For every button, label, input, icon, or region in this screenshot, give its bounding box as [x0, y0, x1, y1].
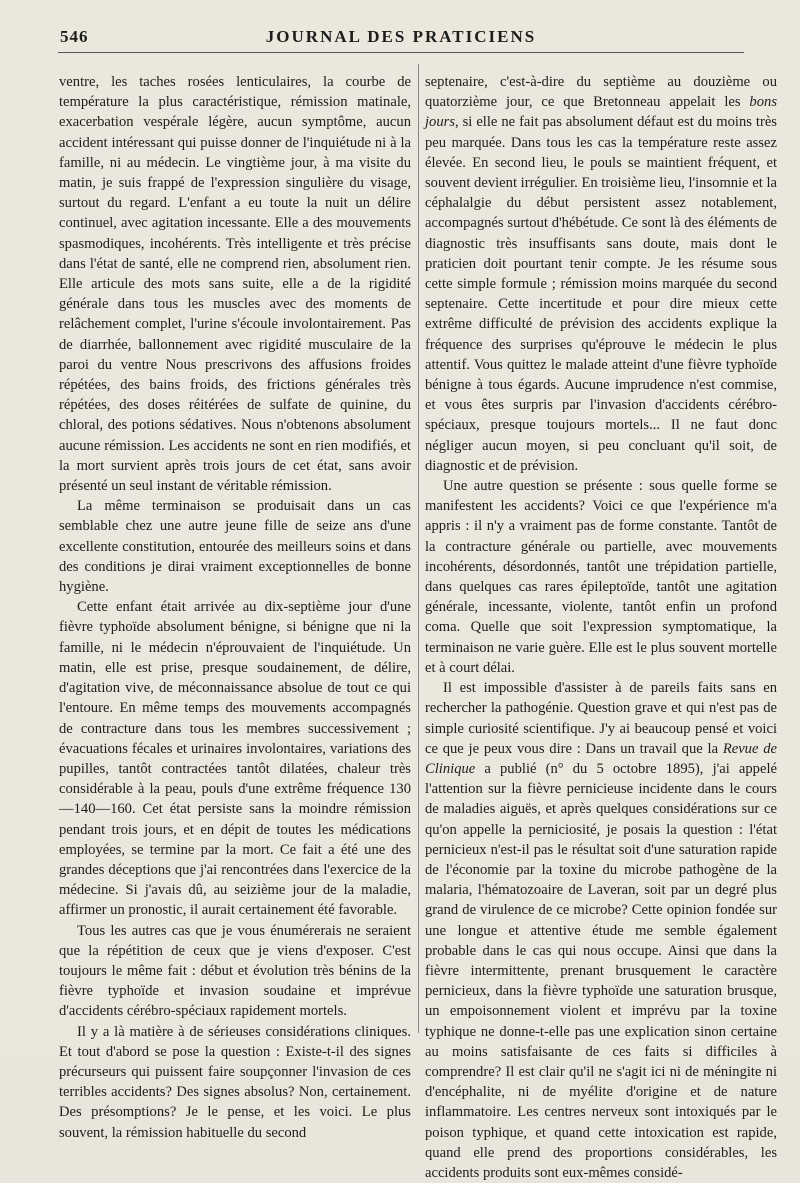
header-rule — [58, 52, 744, 53]
journal-title: JOURNAL DES PRATICIENS — [265, 27, 537, 46]
paragraph — [425, 678, 777, 1183]
text-run: Une autre question se présente : sous quelle forme se manifestent les accidents? Voici ce que l'expérience m'a appris : il n'y a vraiment pas de forme constante. Tantôt de la contracture générale ou partielle, avec mouvements incohérents, désordonnés, tantôt une trépidation partielle, dans quelques cas rares épileptoïde, tantôt une agitation générale, incessante, violente, tantôt enfin un profond coma. Quelle que soit l'expression symptomatique, la terminaison ne varie guère. Elle est le plus souvent mortelle et à court délai. — [425, 478, 777, 676]
paragraph: Cette enfant était arrivée au dix-septième jour d'une fièvre typhoïde absolument bénigne, si bénigne que ni la famille, ni le médecin n'éprouvaient de l'inquiétude. Un matin, elle est prise, presque soudainement, de délire, d'agitation vive, de méconnaissance absolue de tout ce qui l'entoure. En même temps des mouvements accompagnés de contracture dans tous les membres successivement ; évacuations fécales et urinaires involontaires, variations des pupilles, tantôt contractées tantôt dilatées, chaleur très considérable à la peau, pouls d'une extrême fréquence 130—140—160. Cet état persiste sans la moindre rémission pendant trois jours, et en dépit de toutes les médications employées, se termine par la mort. Ce fait a été une des grandes déceptions que j'ai rencontrées dans l'exercice de la médecine. Si j'avais dû, au seizième jour de la maladie, affirmer un pronostic, il aurait certainement été favorable. — [59, 599, 411, 919]
left-column — [59, 72, 411, 1143]
paragraph: Il y a là matière à de sérieuses considérations cliniques. Et tout d'abord se pose la question : Existe-t-il des signes précurseurs qui puissent faire soupçonner l'invasion de ces terribles accidents? Des signes absolus? Non, certainement. Des présomptions? Je le pense, et les voici. Le plus souvent, la rémission habituelle du second — [59, 1023, 411, 1141]
column-divider — [418, 64, 419, 1033]
paragraph — [425, 72, 777, 476]
page-header — [60, 26, 742, 48]
paragraph — [425, 476, 777, 678]
paragraph: Tous les autres cas que je vous énumérerais ne seraient que la répétition de ceux que je viens d'exposer. C'est toujours le même fait : début et évolution très bénins de la fièvre typhoïde et invasion soudaine et imprévue d'accidents cérébro-spéciaux rapidement mortels. — [59, 922, 411, 1020]
text-run: , si elle ne fait pas absolument défaut est du moins très peu marquée. Dans tous les cas la température reste assez élevée. En second lieu, le pouls se maintient fréquent, et souvent devient irrégulier. En troisième lieu, l'insomnie et la céphalalgie du début persistent assez notablement, accompagnés surtout d'hébétude. Ce sont là des éléments de diagnostic très insuffisants sans doute, mais dont le praticien doit pourtant tenir compte. Je les résume sous cette simple formule ; rémission moins marquée du second septenaire. Cette incertitude et pour dire mieux cette extrême difficulté de prévision des accidents explique la fréquence des surprises qu'éprouve le médecin le plus attentif. Vous quittez le malade atteint d'une fièvre typhoïde bénigne à tous égards. Aucune imprudence n'est commise, et vous êtes surpris par l'invasion d'accidents cérébro-spéciaux, presque toujours mortels... Il ne faut donc négliger aucun moyen, si peu concluant qu'il soit, de diagnostic et de prévision. — [425, 114, 777, 474]
paragraph: La même terminaison se produisait dans un cas semblable chez une autre jeune fille de seize ans d'une excellente constitution, entourée des meilleurs soins et dans des conditions je dirai vraiment exceptionnelles de bonne hygiène. — [59, 498, 411, 596]
text-run: septenaire, c'est-à-dire du septième au douzième ou quatorzième jour, ce que Bretonneau appelait les — [425, 74, 777, 111]
text-run: a publié (n° du 5 octobre 1895), j'ai appelé l'attention sur la fièvre pernicieuse incidente dans le cours de maladies aiguës, et après quelques considérations sur ce qu'on appelle la perniciosité, je posais la question : l'état pernicieux n'est-il pas le résultat soit d'une saturation rapide de l'économie par la toxine du microbe pathogène de la malaria, l'hématozoaire de Laveran, soit par un degré plus grand de virulence de ce microbe? Cette opinion fondée sur une longue et attentive étude me semble également probable dans le cas qui nous occupe. Ainsi que dans la fièvre intermittente, prenant brusquement le caractère pernicieux, dans la fièvre typhoïde une saturation brusque, un empoisonnement violent et imprévu par la toxine typhique ne donne-t-elle pas une explication sinon certaine au moins satisfaisante de ces faits si difficiles à comprendre? Il est clair qu'il ne s'agit ici ni de méningite ni d'encéphalite, ni de myélite d'origine et de nature inflammatoire. Les centres nerveux sont intoxiqués par le poison typhique, et quand cette intoxication est rapide, quand elle prend des proportions considérables, les accidents produits sont eux-mêmes considé- — [425, 760, 777, 1181]
right-column — [425, 72, 777, 1183]
text-run: Il est impossible d'assister à de pareils faits sans en rechercher la pathogénie. Question grave et qui n'est pas de simple curiosité scientifique. J'y ai beaucoup pensé et voici ce que je peux vous dire : Dans un travail que la — [425, 680, 777, 757]
page-number: 546 — [60, 27, 89, 46]
italic-text: Revue de Clinique — [425, 740, 777, 777]
italic-text: bons jours — [425, 94, 777, 131]
paragraph: ventre, les taches rosées lenticulaires, la courbe de température la plus caractéristique, rémission matinale, exacerbation vespérale légère, aucun symptôme, aucun accident intéressant qui puisse donner de l'inquiétude ni à la famille, ni au médecin. Le vingtième jour, à ma visite du matin, je suis frappé de l'expression singulière du visage, surtout du regard. L'enfant a eu toute la nuit un délire continuel, avec agitation incessante. Elle a des mouvements spasmodiques, incohérents. Très intelligente et très précise dans l'état de santé, elle ne comprend rien, absolument rien. Elle articule des mots sans suite, elle a de la rigidité générale dans tous les muscles avec des moments de relâchement complet, l'urine s'écoule involontairement. Pas de diarrhée, ballonnement avec rigidité musculaire de la paroi du ventre Nous prescrivons des affusions froides répétées, des bains froids, des frictions générales très répétées, des doses réitérées de sulfate de quinine, du chloral, des potions sédatives. Nous n'obtenons absolument aucune rémission. Les accidents ne sont en rien modifiés, et la mort survient après trois jours de cet état, sans avoir présenté un seul instant de véritable rémission. — [59, 74, 411, 495]
